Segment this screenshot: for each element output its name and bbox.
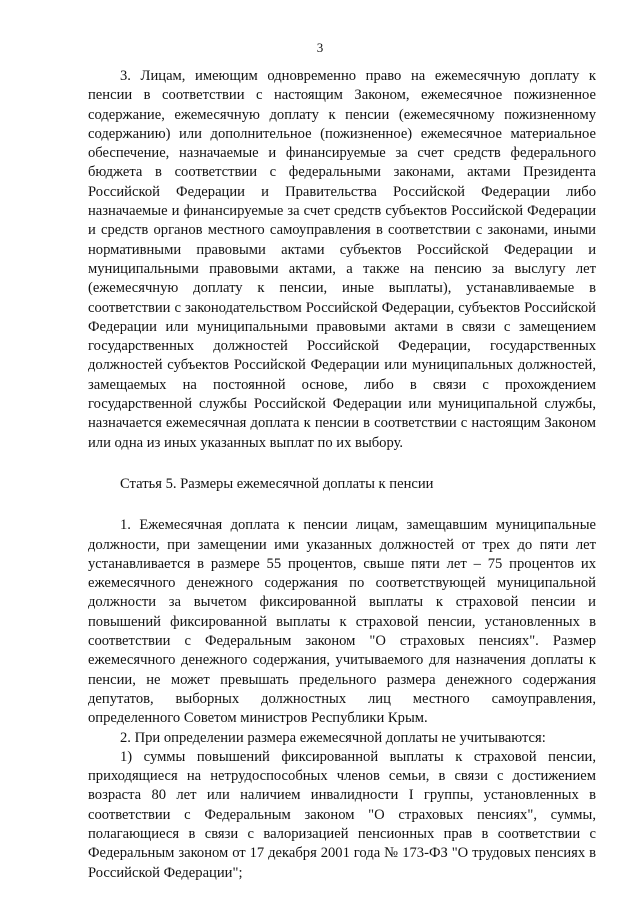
document-body [88, 67, 596, 883]
paragraph-5-2-1: 1) суммы повышений фиксированной выплаты к страховой пенсии, приходящиеся на нетрудоспособных членов семьи, в связи с достижением возраста 80 лет или наличием инвалидности I группы, установленных в соответствии с Федеральным законом "О страховых пенсиях", суммы, полагающиеся в связи с валоризацией пенсионных прав в соответствии с Федеральным законом от 17 декабря 2001 года № 173-ФЗ "О трудовых пенсиях в Российской Федерации"; [88, 748, 596, 881]
paragraph-5-2: 2. При определении размера ежемесячной доплаты не учитываются: [120, 729, 546, 746]
paragraph-5-1: 1. Ежемесячная доплата к пенсии лицам, замещавшим муниципальные должности, при замещении ими указанных должностей от трех до пяти лет устанавливается в размере 55 процентов, свыше пяти лет – 75 процентов их ежемесячного денежного содержания по соответствующей муниципальной должности за вычетом фиксированной выплаты к страховой пенсии и повышений фиксированной выплаты к страховой пенсии, установленных в соответствии с Федеральным законом "О страховых пенсиях". Размер ежемесячного денежного содержания, учитываемого для назначения доплаты к пенсии, не может превышать предельного размера денежного содержания депутатов, выборных должностных лиц местного самоуправления, определенного Советом министров Республики Крым. [88, 517, 596, 727]
article-5-heading: Статья 5. Размеры ежемесячной доплаты к пенсии [120, 475, 434, 492]
paragraph-3: 3. Лицам, имеющим одновременно право на ежемесячную доплату к пенсии в соответствии с настоящим Законом, ежемесячное пожизненное содержание, ежемесячную доплату к пенсии (ежемесячному пожизненному содержанию) или дополнительное (пожизненное) ежемесячное материальное обеспечение, назначаемые и финансируемые за счет средств федерального бюджета в соответствии с федеральными законами, актами Президента Российской Федерации и Правительства Российской Федерации либо назначаемые и финансируемые за счет средств субъектов Российской Федерации и средств органов местного самоуправления в соответствии с законами, иными нормативными правовыми актами субъектов Российской Федерации и муниципальными правовыми актами, а также на пенсию за выслугу лет (ежемесячную доплату к пенсии, иные выплаты), устанавливаемые в соответствии с законодательством Российской Федерации, субъектов Российской Федерации или муниципальными правовыми актами в связи с замещением государственных должностей Российской Федерации, государственных должностей субъектов Российской Федерации или муниципальных должностей, замещаемых на постоянной основе, либо в связи с прохождением государственной службы Российской Федерации или муниципальной службы, назначается ежемесячная доплата к пенсии в соответствии с настоящим Законом или одна из иных указанных выплат по их выбору. [88, 68, 596, 451]
page-number: 3 [316, 40, 324, 55]
